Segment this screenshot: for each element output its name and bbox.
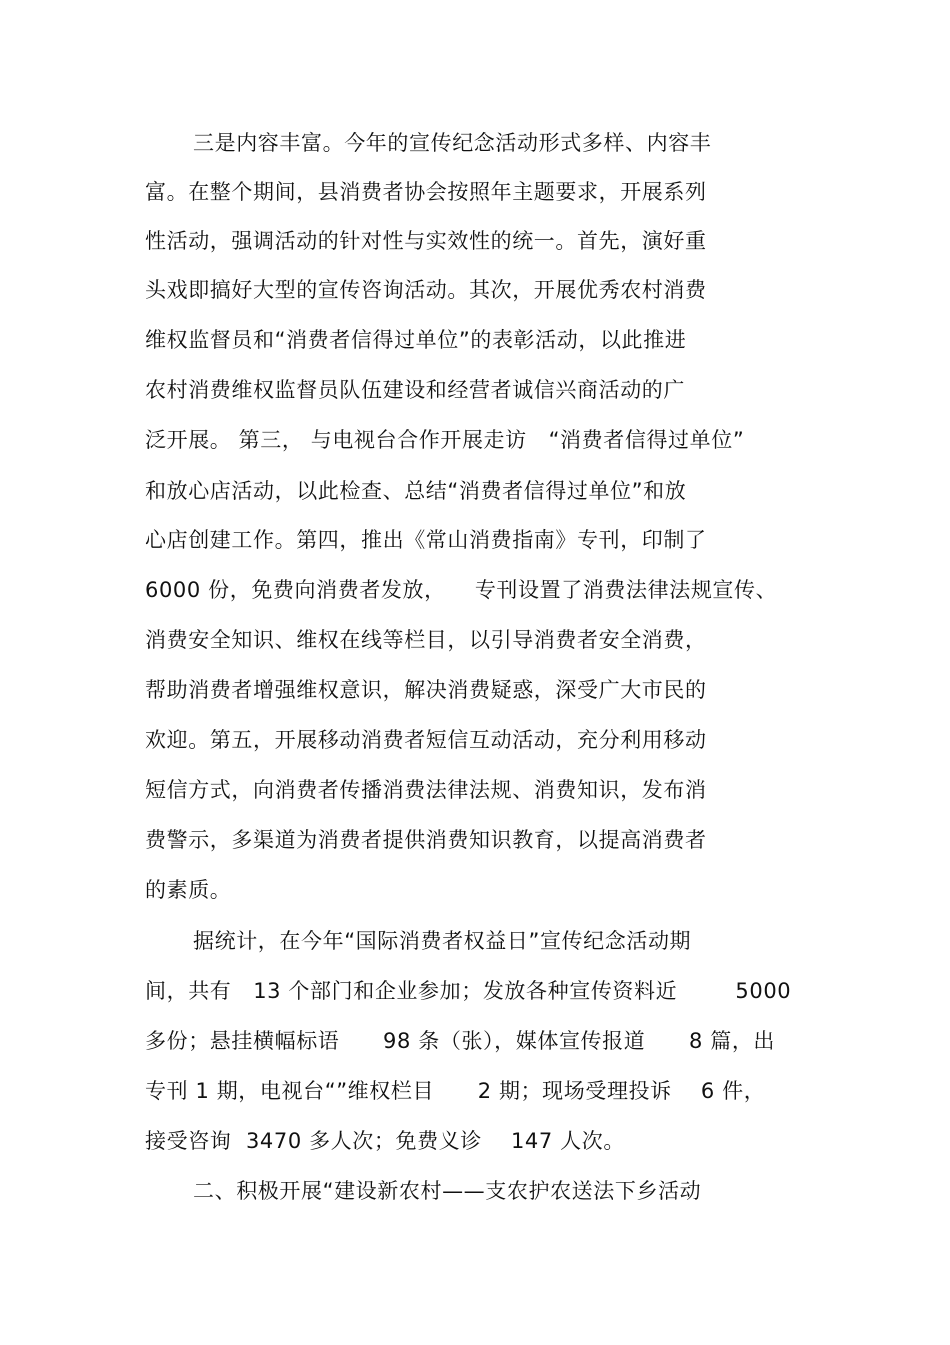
paragraph-2-line-1: 据统计，在今年“国际消费者权益日”宣传纪念活动期 — [193, 929, 692, 953]
paragraph-1-line-16: 的素质。 — [145, 878, 232, 902]
paragraph-1-line-11: 消费安全知识、维权在线等栏目，以引导消费者安全消费， — [145, 628, 707, 652]
paragraph-1-line-6: 农村消费维权监督员队伍建设和经营者诚信兴商活动的广 — [145, 378, 685, 402]
paragraph-1-line-4: 头戏即搞好大型的宣传咨询活动。其次，开展优秀农村消费 — [145, 278, 707, 302]
paragraph-1-line-3: 性活动，强调活动的针对性与实效性的统一。首先，演好重 — [145, 229, 707, 253]
section-heading: 二、积极开展“建设新农村——支农护农送法下乡活动 — [193, 1179, 702, 1203]
paragraph-1-line-13: 欢迎。第五，开展移动消费者短信互动活动，充分利用移动 — [145, 728, 707, 752]
paragraph-1-line-15: 费警示，多渠道为消费者提供消费知识教育，以提高消费者 — [145, 828, 707, 852]
paragraph-1-line-2: 富。在整个期间，县消费者协会按照年主题要求，开展系列 — [145, 180, 707, 204]
paragraph-1-line-5: 维权监督员和“消费者信得过单位”的表彰活动，以此推进 — [145, 328, 687, 352]
paragraph-2-line-3: 多份；悬挂横幅标语 98 条（张），媒体宣传报道 8 篇，出 — [145, 1029, 776, 1053]
paragraph-1-line-9: 心店创建工作。第四，推出《常山消费指南》专刊，印制了 — [145, 528, 707, 552]
paragraph-1-line-8: 和放心店活动，以此检查、总结“消费者信得过单位”和放 — [145, 479, 687, 503]
paragraph-1-line-14: 短信方式，向消费者传播消费法律法规、消费知识，发布消 — [145, 778, 707, 802]
paragraph-1-line-7: 泛开展。 第三， 与电视台合作开展走访 “消费者信得过单位” — [145, 428, 745, 452]
paragraph-1-line-12: 帮助消费者增强维权意识，解决消费疑惑，深受广大市民的 — [145, 678, 707, 702]
paragraph-1-line-10: 6000 份，免费向消费者发放， 专刊设置了消费法律法规宣传、 — [145, 578, 778, 602]
paragraph-2-line-4: 专刊 1 期，电视台“”维权栏目 2 期；现场受理投诉 6 件， — [145, 1079, 766, 1103]
paragraph-1-line-1: 三是内容丰富。今年的宣传纪念活动形式多样、内容丰 — [193, 131, 712, 155]
paragraph-2-line-5: 接受咨询 3470 多人次；免费义诊 147 人次。 — [145, 1129, 625, 1153]
paragraph-2-line-2: 间，共有 13 个部门和企业参加；发放各种宣传资料近 5000 — [145, 979, 792, 1003]
